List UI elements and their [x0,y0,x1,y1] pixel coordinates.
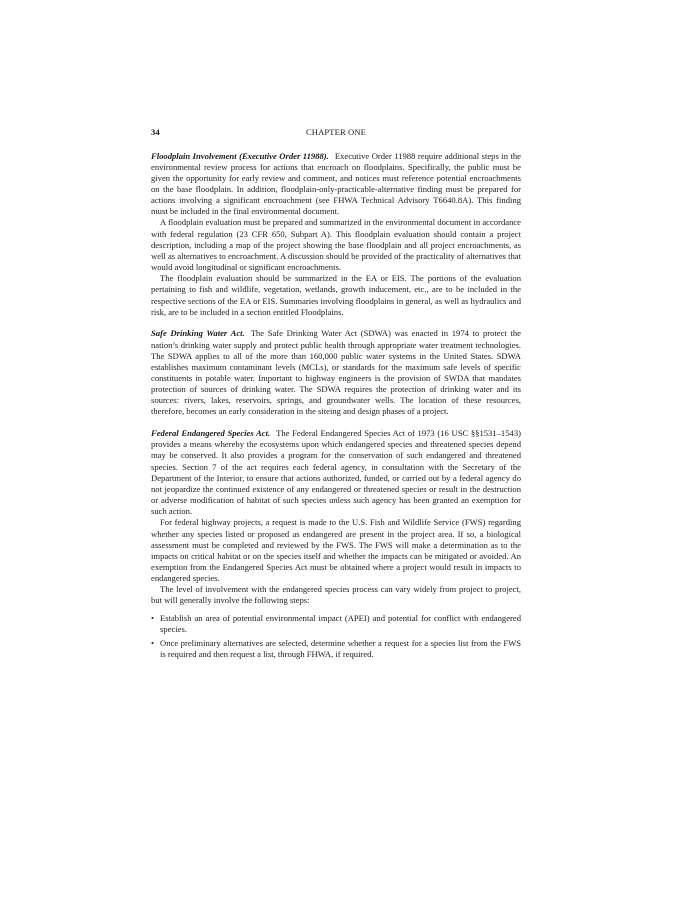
paragraph: A floodplain evaluation must be prepared and summarized in the environmental document in accordance with federal regulation (23 CFR 650, Subpart A). This floodplain evaluation should contain a project description, including a map of the project showing the base floodplain and all project encroachments, as well as alternatives to encroachment. A discussion should be provided of the practicality of alternatives that would avoid longitudinal or significant encroachments. [151,217,521,273]
section-floodplain [151,151,521,318]
section-heading: Floodplain Involvement (Executive Order 11988). [151,150,329,161]
paragraph-text: The Federal Endangered Species Act of 1973 (16 USC §§1531–1543) provides a means whereby the ecosystems upon which endangered species and threatened species depend may be conserved. It also provides a program for the conservation of such endangered and threatened species. Section 7 of the act requires each federal agency, in consultation with the Secretary of the Department of the Interior, to ensure that actions authorized, funded, or carried out by a federal agency do not jeopardize the continued existence of any endangered or threatened species or result in the destruction or adverse modification of habitat of such species unless such agency has been granted an exemption for such action. [151,428,521,517]
document-page [151,127,521,663]
list-item-text: Establish an area of potential environmental impact (APEI) and potential for conflict with endangered species. [160,612,521,634]
paragraph: The floodplain evaluation should be summarized in the EA or EIS. The portions of the evaluation pertaining to fish and wildlife, vegetation, wetlands, growth inducement, etc., are to be included in the respective sections of the EA or EIS. Summaries involving floodplains in general, as well as hydraulics and risk, are to be included in a section entitled Floodplains. [151,273,521,317]
paragraph: For federal highway projects, a request is made to the U.S. Fish and Wildlife Service (FWS) regarding whether any species listed or proposed as endangered are present in the project area. If so, a biological assessment must be completed and reviewed by the FWS. The FWS will make a determination as to the impacts on critical habitat or on the species itself and whether the impacts can be mitigated or avoided. An exemption from the Endangered Species Act must be obtained where a project would result in impacts to endangered species. [151,517,521,584]
bullet-icon: • [151,637,155,648]
paragraph [151,151,521,218]
section-heading: Federal Endangered Species Act. [151,428,271,439]
list-item [151,638,521,660]
list-item-text: Once preliminary alternatives are selected, determine whether a request for a species list from the FWS is required and then request a list, through FHWA, if required. [160,637,521,660]
paragraph: The level of involvement with the endangered species process can vary widely from project to project, but will generally involve the following steps: [151,584,521,606]
bullet-list [151,613,521,661]
bullet-icon: • [151,612,155,623]
paragraph [151,428,521,517]
section-sdwa [151,328,521,417]
chapter-title: CHAPTER ONE [305,127,367,137]
page-number: 34 [151,127,160,137]
paragraph [151,328,521,417]
paragraph-text: The Safe Drinking Water Act (SDWA) was enacted in 1974 to protect the nation’s drinking water supply and protect public health through appropriate water treatment technologies. The SDWA applies to all of the more than 160,000 public water systems in the United States. SDWA establishes maximum contaminant levels (MCLs), or standards for the maximum safe levels of specific constituents in potable water. Important to highway engineers is the provision of SWDA that mandates protection of sources of drinking water. The SDWA requires the protection of drinking water and its sources: rivers, lakes, reservoirs, springs, and groundwater wells. The location of these resources, therefore, becomes an early consideration in the siteing and design phases of a project. [151,328,521,417]
section-heading: Safe Drinking Water Act. [151,328,245,339]
list-item [151,613,521,635]
running-header [151,127,521,140]
section-esa [151,428,521,660]
paragraph-text: Executive Order 11988 require additional steps in the environmental review process for actions that encroach on floodplains. Specifically, the public must be given the opportunity for early review and comment, and notices must reference potential encroachments on the base floodplain. In addition, floodplain-only-practicable-alternative finding must be prepared for actions involving a significant encroachment (see FHWA Technical Advisory T6640.8A). This finding must be included in the final environmental document. [151,150,521,217]
